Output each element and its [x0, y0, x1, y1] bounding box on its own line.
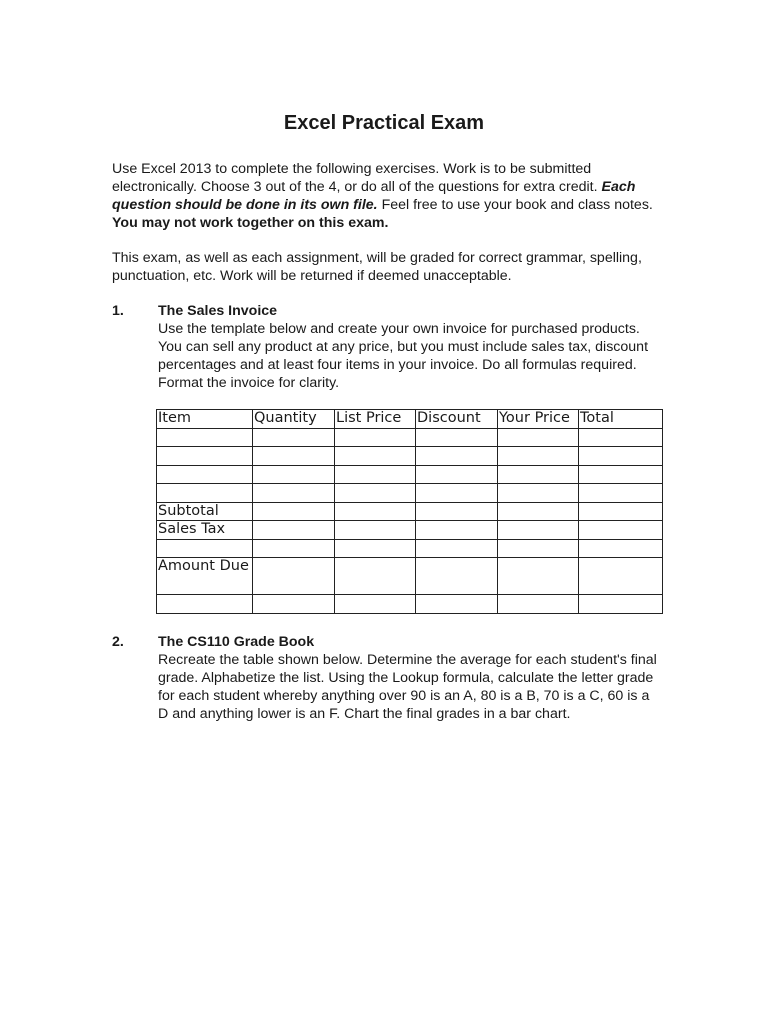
- question-1-title: The Sales Invoice: [158, 303, 278, 319]
- table-cell: [579, 484, 663, 503]
- table-header-row: [157, 410, 663, 429]
- header-list-price: List Price: [335, 410, 416, 429]
- table-cell: [335, 447, 416, 466]
- row-label: [157, 447, 253, 466]
- table-row: [157, 428, 663, 447]
- table-cell: [579, 558, 663, 595]
- row-label: [157, 595, 253, 614]
- question-1-number: 1.: [112, 303, 124, 319]
- table-row: [157, 465, 663, 484]
- table-cell: [579, 595, 663, 614]
- table-row-subtotal: [157, 502, 663, 521]
- table-cell: [579, 502, 663, 521]
- table-cell: [416, 465, 498, 484]
- table-cell: [416, 484, 498, 503]
- header-your-price: Your Price: [498, 410, 579, 429]
- table-row-sales-tax: [157, 521, 663, 540]
- header-item: Item: [157, 410, 253, 429]
- row-label: Sales Tax: [157, 521, 253, 540]
- table-cell: [335, 465, 416, 484]
- table-row: [157, 484, 663, 503]
- intro-warning: You may not work together on this exam.: [112, 215, 389, 231]
- table-cell: [498, 484, 579, 503]
- table-cell: [335, 484, 416, 503]
- row-label: Subtotal: [157, 502, 253, 521]
- table-cell: [335, 558, 416, 595]
- table-cell: [416, 558, 498, 595]
- table-cell: [579, 539, 663, 558]
- table-cell: [498, 558, 579, 595]
- table-row: [157, 539, 663, 558]
- table-cell: [335, 502, 416, 521]
- table-cell: [416, 595, 498, 614]
- table-cell: [253, 558, 335, 595]
- table-row: [157, 447, 663, 466]
- intro-text-1: Use Excel 2013 to complete the following exercises. Work is to be submitted electronically. Choose 3 out of the 4, or do all of the questions for extra credit.: [112, 161, 602, 195]
- table-cell: [253, 447, 335, 466]
- table-cell: [253, 595, 335, 614]
- header-discount: Discount: [416, 410, 498, 429]
- table-cell: [253, 502, 335, 521]
- table-cell: [416, 447, 498, 466]
- page-title: Excel Practical Exam: [283, 112, 485, 134]
- table-cell: [579, 428, 663, 447]
- table-cell: [498, 539, 579, 558]
- row-label: [157, 465, 253, 484]
- table-cell: [335, 595, 416, 614]
- intro-text-2: Feel free to use your book and class notes.: [377, 197, 653, 213]
- question-2-body: Recreate the table shown below. Determine the average for each student's final grade. Alphabetize the list. Using the Lookup formula, calculate the letter grade for each student whereby anything over 90 is an A, 80 is a B, 70 is a C, 60 is a D and anything lower is an F. Chart the final grades in a bar chart.: [158, 652, 657, 722]
- question-1-body: Use the template below and create your own invoice for purchased products. You can sell any product at any price, but you must include sales tax, discount percentages and at least four items in your invoice. Do all formulas required. Format the invoice for clarity.: [158, 321, 649, 391]
- table-row: [157, 595, 663, 614]
- table-cell: [498, 465, 579, 484]
- row-label: [157, 539, 253, 558]
- table-cell: [579, 465, 663, 484]
- table-cell: [253, 521, 335, 540]
- table-cell: [498, 595, 579, 614]
- intro-paragraph: [112, 160, 657, 232]
- row-label: [157, 428, 253, 447]
- table-cell: [253, 484, 335, 503]
- table-cell: [416, 502, 498, 521]
- table-cell: [335, 521, 416, 540]
- intro-emphasis: Each question should be done in its own file.: [112, 179, 636, 213]
- header-quantity: Quantity: [253, 410, 335, 429]
- table-cell: [498, 502, 579, 521]
- table-cell: [498, 447, 579, 466]
- grading-note: This exam, as well as each assignment, will be graded for correct grammar, spelling, punctuation, etc. Work will be returned if deemed unacceptable.: [112, 250, 642, 284]
- table-cell: [416, 428, 498, 447]
- table-cell: [253, 465, 335, 484]
- table-cell: [416, 521, 498, 540]
- question-2-title: The CS110 Grade Book: [158, 634, 315, 650]
- row-label: Amount Due: [157, 558, 253, 595]
- table-cell: [579, 447, 663, 466]
- table-cell: [498, 428, 579, 447]
- table-cell: [416, 539, 498, 558]
- row-label: [157, 484, 253, 503]
- table-cell: [253, 539, 335, 558]
- table-cell: [253, 428, 335, 447]
- table-cell: [498, 521, 579, 540]
- table-cell: [579, 521, 663, 540]
- invoice-template-table: [156, 409, 663, 614]
- header-total: Total: [579, 410, 663, 429]
- question-2-number: 2.: [112, 634, 124, 650]
- table-cell: [335, 428, 416, 447]
- table-cell: [335, 539, 416, 558]
- table-row-amount-due: [157, 558, 663, 595]
